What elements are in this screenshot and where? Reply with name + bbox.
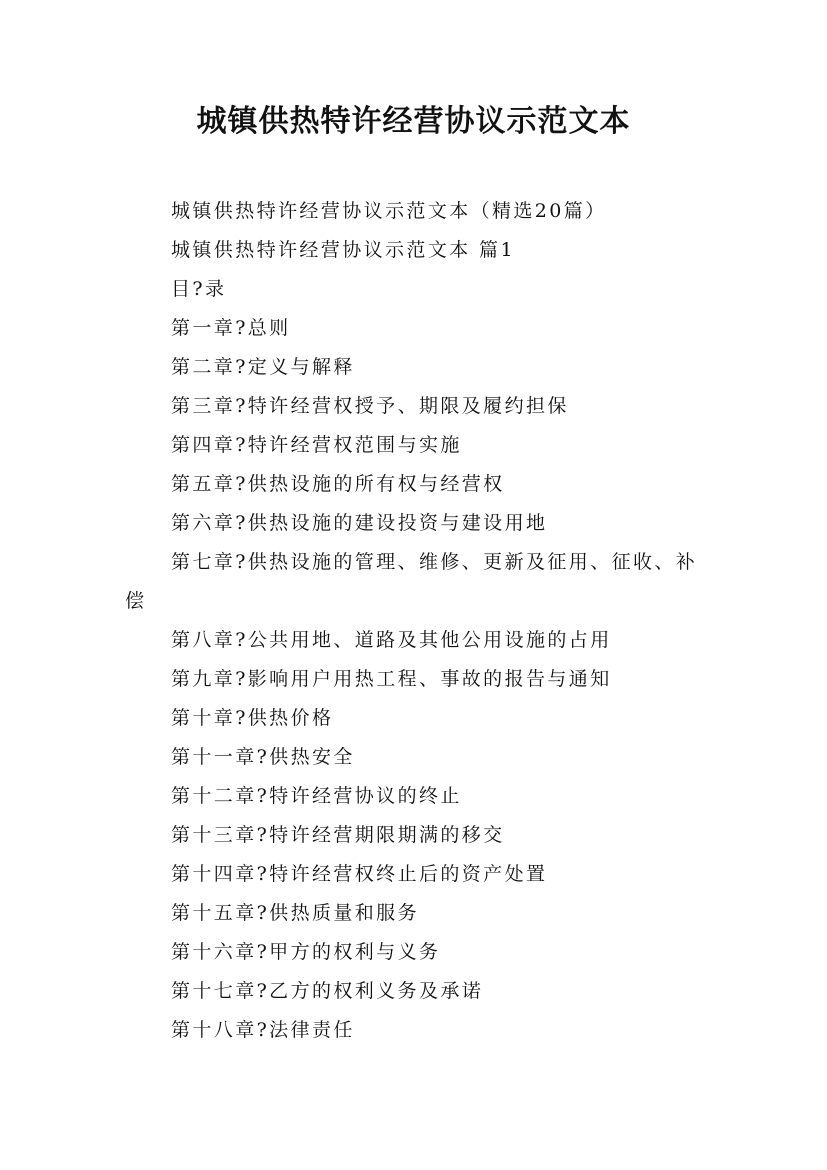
toc-item-chapter-12: 第十二章?特许经营协议的终止 [171, 785, 462, 807]
document-body [125, 192, 705, 1050]
toc-item-chapter-14: 第十四章?特许经营权终止后的资产处置 [171, 863, 548, 885]
toc-item-chapter-9: 第九章?影响用户用热工程、事故的报告与通知 [171, 668, 612, 690]
toc-item-chapter-4: 第四章?特许经营权范围与实施 [171, 434, 462, 456]
toc-heading: 目?录 [171, 278, 227, 300]
toc-item-chapter-18: 第十八章?法律责任 [171, 1019, 355, 1041]
subtitle-line: 城镇供热特许经营协议示范文本（精选20篇） [171, 200, 607, 222]
toc-item-chapter-6: 第六章?供热设施的建设投资与建设用地 [171, 512, 548, 534]
toc-item-chapter-8: 第八章?公共用地、道路及其他公用设施的占用 [171, 629, 612, 651]
toc-item-chapter-13: 第十三章?特许经营期限期满的移交 [171, 824, 505, 846]
toc-item-chapter-5: 第五章?供热设施的所有权与经营权 [171, 473, 505, 495]
document-title: 城镇供热特许经营协议示范文本 [196, 104, 631, 139]
toc-item-chapter-16: 第十六章?甲方的权利与义务 [171, 941, 441, 963]
toc-item-chapter-11: 第十一章?供热安全 [171, 746, 355, 768]
toc-item-chapter-7: 第七章?供热设施的管理、维修、更新及征用、征收、补偿 [125, 551, 698, 612]
toc-item-chapter-15: 第十五章?供热质量和服务 [171, 902, 419, 924]
toc-item-chapter-2: 第二章?定义与解释 [171, 356, 355, 378]
section-heading: 城镇供热特许经营协议示范文本 篇1 [171, 239, 515, 261]
toc-item-chapter-3: 第三章?特许经营权授予、期限及履约担保 [171, 395, 569, 417]
toc-item-chapter-17: 第十七章?乙方的权利义务及承诺 [171, 980, 484, 1002]
toc-item-chapter-1: 第一章?总则 [171, 317, 291, 339]
toc-item-chapter-10: 第十章?供热价格 [171, 707, 334, 729]
